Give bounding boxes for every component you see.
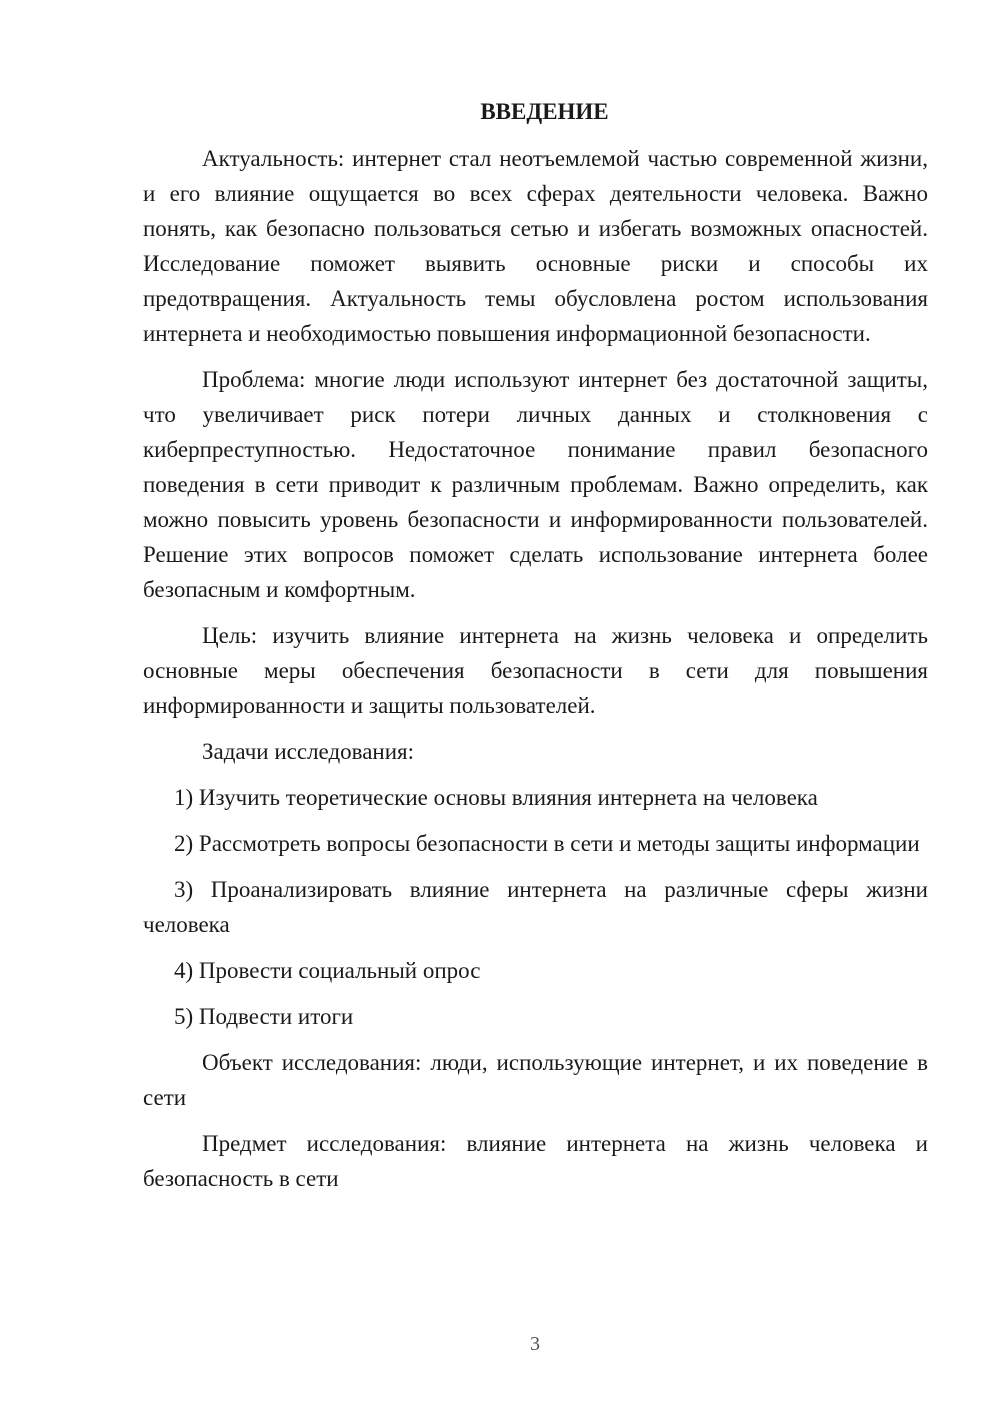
task-item-1: 1) Изучить теоретические основы влияния интернета на человека	[174, 785, 818, 810]
page-number: 3	[530, 1333, 540, 1355]
problem-paragraph: Проблема: многие люди используют интернет без достаточной защиты, что увеличивает риск потери личных данных и столкновения с киберпреступностью. Недостаточное понимание правил безопасного поведения в сети приводит к различным проблемам. Важно определить, как можно повысить уровень безопасности и информированности пользователей. Решение этих вопросов поможет сделать использование интернета более безопасным и комфортным.	[143, 367, 928, 602]
document-page	[143, 94, 928, 1207]
relevance-paragraph: Актуальность: интернет стал неотъемлемой частью современной жизни, и его влияние ощущается во всех сферах деятельности человека. Важно понять, как безопасно пользоваться сетью и избегать возможных опасностей. Исследование поможет выявить основные риски и способы их предотвращения. Актуальность темы обусловлена ростом использования интернета и необходимостью повышения информационной безопасности.	[143, 146, 928, 346]
research-subject-paragraph: Предмет исследования: влияние интернета на жизнь человека и безопасность в сети	[143, 1131, 928, 1191]
task-item-2: 2) Рассмотреть вопросы безопасности в сети и методы защиты информации	[174, 831, 920, 856]
goal-paragraph: Цель: изучить влияние интернета на жизнь человека и определить основные меры обеспечения безопасности в сети для повышения информированности и защиты пользователей.	[143, 623, 928, 718]
research-object-paragraph: Объект исследования: люди, использующие интернет, и их поведение в сети	[143, 1050, 928, 1110]
task-item-4: 4) Провести социальный опрос	[174, 958, 481, 983]
section-title: ВВЕДЕНИЕ	[480, 99, 609, 124]
tasks-heading: Задачи исследования:	[202, 739, 415, 764]
task-item-5: 5) Подвести итоги	[174, 1004, 354, 1029]
task-item-3: 3) Проанализировать влияние интернета на различные сферы жизни человека	[143, 877, 928, 937]
